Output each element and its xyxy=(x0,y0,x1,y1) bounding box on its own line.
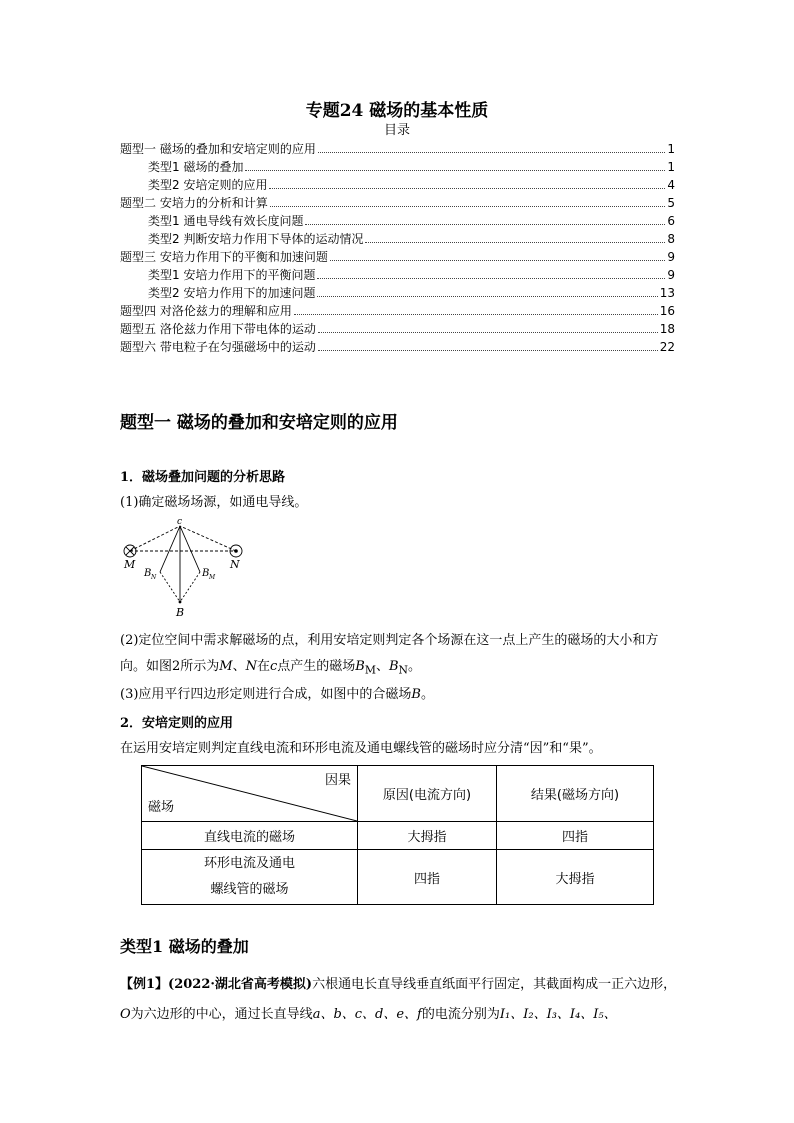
toc-entry-page: 6 xyxy=(667,214,675,228)
toc-entry[interactable] xyxy=(120,338,675,356)
type-1-heading: 类型1 磁场的叠加 xyxy=(120,937,249,956)
toc-entry-page: 5 xyxy=(667,196,675,210)
bm-vector xyxy=(180,526,200,572)
table-corner-cell xyxy=(142,766,358,822)
parallelogram-side xyxy=(160,572,180,602)
table-row xyxy=(142,850,654,905)
column-header-effect: 结果(磁场方向) xyxy=(497,766,654,822)
toc-entry-label: 类型1 安培力作用下的平衡问题 xyxy=(148,268,316,282)
toc-entry[interactable] xyxy=(120,302,675,320)
toc-entry[interactable] xyxy=(120,158,675,176)
corner-bottom-label: 磁场 xyxy=(148,800,175,815)
label-bm: B xyxy=(202,568,210,579)
label-bn: B xyxy=(144,568,152,579)
section-heading: 题型一 磁场的叠加和安培定则的应用 xyxy=(120,413,398,433)
toc-entry[interactable] xyxy=(120,320,675,338)
toc-entry[interactable] xyxy=(120,176,675,194)
example-source: (2022·湖北省高考模拟) xyxy=(168,977,313,992)
mc-dashed-line xyxy=(130,526,180,551)
column-header-cause: 原因(电流方向) xyxy=(358,766,497,822)
row-cause: 四指 xyxy=(358,850,497,905)
toc-entry-label: 类型1 通电导线有效长度问题 xyxy=(148,214,304,228)
corner-top-label: 因果 xyxy=(324,773,351,788)
b-endpoint xyxy=(179,601,182,604)
row-name: 环形电流及通电 螺线管的磁场 xyxy=(142,850,358,905)
step-2-text: (2)定位空间中需求解磁场的点，利用安培定则判定各个场源在这一点上产生的磁场的大小和方向。如图2所示为M、N在c点产生的磁场$B_M$、$B_N$。 xyxy=(120,633,659,677)
parallelogram-side xyxy=(180,572,200,602)
row-cause: 大拇指 xyxy=(358,822,497,850)
toc-entry-label: 题型二 安培力的分析和计算 xyxy=(120,196,268,210)
toc-entry[interactable] xyxy=(120,266,675,284)
toc-entry[interactable] xyxy=(120,140,675,158)
page-title: 专题24 磁场的基本性质 xyxy=(305,101,489,121)
label-bn-sub: N xyxy=(151,574,157,581)
bn-vector xyxy=(160,526,180,572)
toc-entry-label: 题型一 磁场的叠加和安培定则的应用 xyxy=(120,142,316,156)
step-1-text: (1)确定磁场场源，如通电导线。 xyxy=(120,495,308,510)
toc-entry-label: 类型1 磁场的叠加 xyxy=(148,160,244,174)
field-superposition-diagram xyxy=(116,516,252,620)
toc-entry-page: 4 xyxy=(667,178,675,192)
toc-entry-page: 8 xyxy=(667,232,675,246)
toc-entry-label: 题型四 对洛伦兹力的理解和应用 xyxy=(120,304,292,318)
toc-entry-page: 9 xyxy=(667,268,675,282)
toc-entry-page: 1 xyxy=(667,160,675,174)
toc-entry-label: 题型三 安培力作用下的平衡和加速问题 xyxy=(120,250,328,264)
toc-entry-label: 类型2 判断安培力作用下导体的运动情况 xyxy=(148,232,364,246)
toc-entry[interactable] xyxy=(120,230,675,248)
example-1-text: 【例1】(2022·湖北省高考模拟)六根通电长直导线垂直纸面平行固定，其截面构成一正六边形，O为六边形的中心，通过长直导线a、b、c、d、e、f的电流分别为I₁、I₂、I₃、I₄、I₅、 xyxy=(120,977,677,1022)
toc-entry[interactable] xyxy=(120,284,675,302)
toc-entry[interactable] xyxy=(120,248,675,266)
label-bm-sub: M xyxy=(209,574,216,581)
nc-dashed-line xyxy=(180,526,236,551)
toc-entry-page: 22 xyxy=(659,340,675,354)
toc-heading: 目录 xyxy=(383,123,410,138)
example-tag: 【例1】 xyxy=(120,977,169,992)
toc-entry-page: 16 xyxy=(659,304,675,318)
table-row xyxy=(142,822,654,850)
toc-entry-page: 18 xyxy=(659,322,675,336)
toc-entry-label: 类型2 安培定则的应用 xyxy=(148,178,268,192)
toc-entry-label: 类型2 安培力作用下的加速问题 xyxy=(148,286,316,300)
row-name: 直线电流的磁场 xyxy=(142,822,358,850)
row-effect: 大拇指 xyxy=(497,850,654,905)
subsection-heading-2: 2．安培定则的应用 xyxy=(120,716,234,731)
toc-entry-page: 1 xyxy=(667,142,675,156)
toc-entry-label: 题型六 带电粒子在匀强磁场中的运动 xyxy=(120,340,316,354)
label-n: N xyxy=(230,558,240,571)
row-effect: 四指 xyxy=(497,822,654,850)
ampere-rule-table xyxy=(141,765,654,905)
table-of-contents xyxy=(120,140,675,356)
subsection-2-text: 在运用安培定则判定直线电流和环形电流及通电螺线管的磁场时应分清“因”和“果”。 xyxy=(120,741,602,756)
toc-entry-page: 13 xyxy=(659,286,675,300)
subsection-heading-1: 1．磁场叠加问题的分析思路 xyxy=(120,470,286,485)
label-m: M xyxy=(124,558,136,571)
toc-entry[interactable] xyxy=(120,194,675,212)
step-3-text: (3)应用平行四边形定则进行合成，如图中的合磁场B。 xyxy=(120,687,434,702)
toc-entry[interactable] xyxy=(120,212,675,230)
label-b: B xyxy=(176,606,185,619)
label-c: c xyxy=(177,517,183,527)
toc-entry-page: 9 xyxy=(667,250,675,264)
toc-entry-label: 题型五 洛伦兹力作用下带电体的运动 xyxy=(120,322,316,336)
